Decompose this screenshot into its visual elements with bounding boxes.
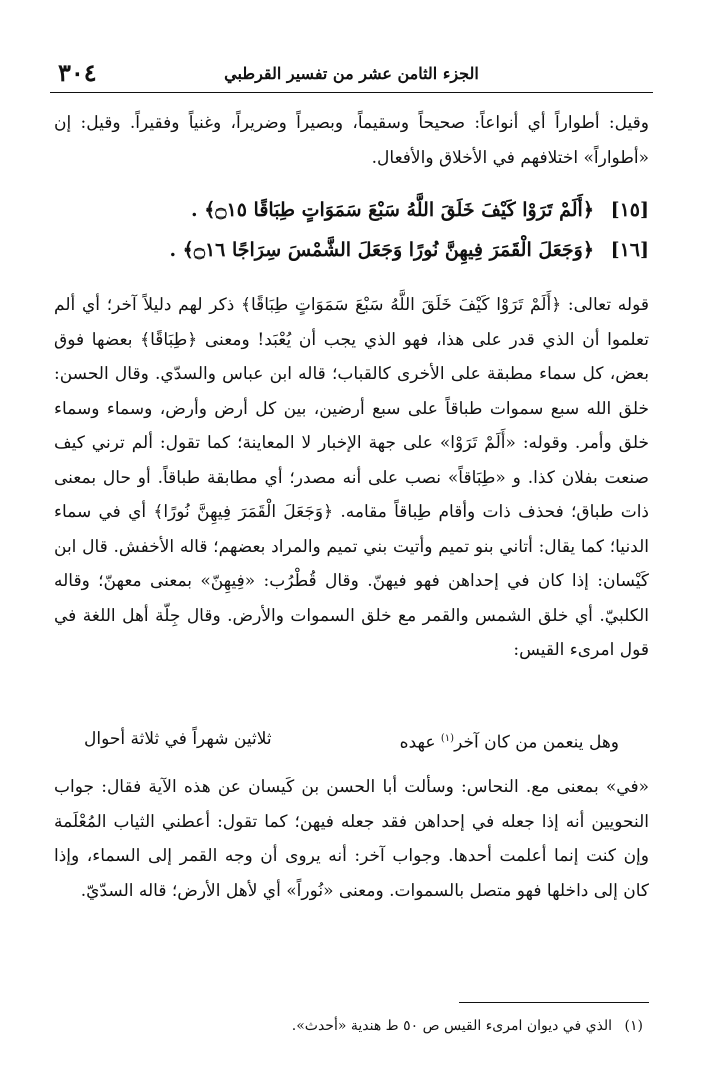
verse-text: ﴿وَجَعَلَ الْقَمَرَ فِيهِنَّ نُورًا وَجَعَلَ الشَّمْسَ سِرَاجًا ۝١٦﴾ . — [169, 239, 594, 261]
poem-verse — [54, 722, 649, 756]
paragraph-nahhas: «في» بمعنى مع. النحاس: وسألت أبا الحسن بن كَيسان عن هذه الآية فقال: جواب النحويين أنه إذا جعله في إحداهن فقد جعله فيهن؛ كما تقول: أعطني الثياب المُعْلَمة وإن كنت إنما أعلمت أحدها. وجواب آخر: أنه يروى أن وجه القمر إلى السماء، وإذا كان إلى داخلها فهو متصل بالسموات. ومعنى «نُوراً» أي لأهل الأرض؛ قاله السدّيّ. — [54, 777, 649, 901]
footnote-reference: (١) — [440, 733, 455, 744]
page-number: ٣٠٤ — [58, 58, 97, 87]
verse-text: ﴿أَلَمْ تَرَوْا كَيْفَ خَلَقَ اللَّهُ سَبْعَ سَمَوَاتٍ طِبَاقًا ۝١٥﴾ . — [191, 199, 594, 221]
verse-number: [١٦] — [610, 239, 649, 261]
running-title: الجزء الثامن عشر من تفسير القرطبي — [224, 64, 479, 83]
footnote — [54, 1014, 643, 1038]
running-header — [50, 56, 653, 93]
footnote-text: الذي في ديوان امرىء القيس ص ٥٠ ط هندية «أحدث». — [291, 1018, 613, 1034]
paragraph-commentary: قوله تعالى: ﴿أَلَمْ تَرَوْا كَيْفَ خَلَقَ اللَّهُ سَبْعَ سَمَوَاتٍ طِبَاقًا﴾ ذكر لهم دليلاً آخر؛ أي ألم تعلموا أن الذي قدر على هذا، فهو الذي يجب أن يُعْبَد! ومعنى ﴿طِبَاقًا﴾ بعضها فوق بعض، كل سماء مطبقة على الأخرى كالقباب؛ قاله ابن عباس والسدّي. وقال الحسن: خلق الله سبع سموات طباقاً على سبع أرضين، بين كل أرض وأرض، وسماء وسماء خلق وأمر. وقوله: «أَلَمْ تَرَوْا» على جهة الإخبار لا المعاينة؛ كما تقول: ألم ترني كيف صنعت بفلان كذا. و «طِبَاقاً» نصب على أنه مصدر؛ أي مطابقة طباقاً. أو حال بمعنى ذات طباق؛ فحذف ذات وأقام طِباقاً مقامه. ﴿وَجَعَلَ الْقَمَرَ فِيهِنَّ نُورًا﴾ أي في سماء الدنيا؛ كما يقال: أتاني بنو تميم وأتيت بني تميم والمراد بعضهم؛ قاله الأخفش. قال ابن كَيْسان: إذا كان في إحداهن فهو فيهنّ. وقال قُطْرُب: «فِيهِنّ» بمعنى معهنّ؛ وقاله الكلبيّ. أي خلق الشمس والقمر مع خلق السموات والأرض. وقال جِلّة أهل اللغة في قول امرىء القيس: — [54, 295, 649, 660]
paragraph-intro: وقيل: أطواراً أي أنواعاً: صحيحاً وسقيماً، وبصيراً وضريراً، وغنياً وفقيراً. وقيل: إن «أطواراً» اختلافهم في الأخلاق والأفعال. — [54, 113, 649, 168]
footnote-mark: (١) — [624, 1018, 643, 1034]
verse-number: [١٥] — [610, 199, 649, 221]
poem-first-hemistich: وهل ينعمن من كان آخر$^{(١)}$ عهده — [399, 732, 619, 753]
verse-15 — [54, 190, 649, 230]
footnote-divider — [459, 1002, 649, 1003]
verse-16 — [54, 230, 649, 270]
poem-second-hemistich: ثلاثين شهراً في ثلاثة أحوال — [84, 729, 272, 749]
